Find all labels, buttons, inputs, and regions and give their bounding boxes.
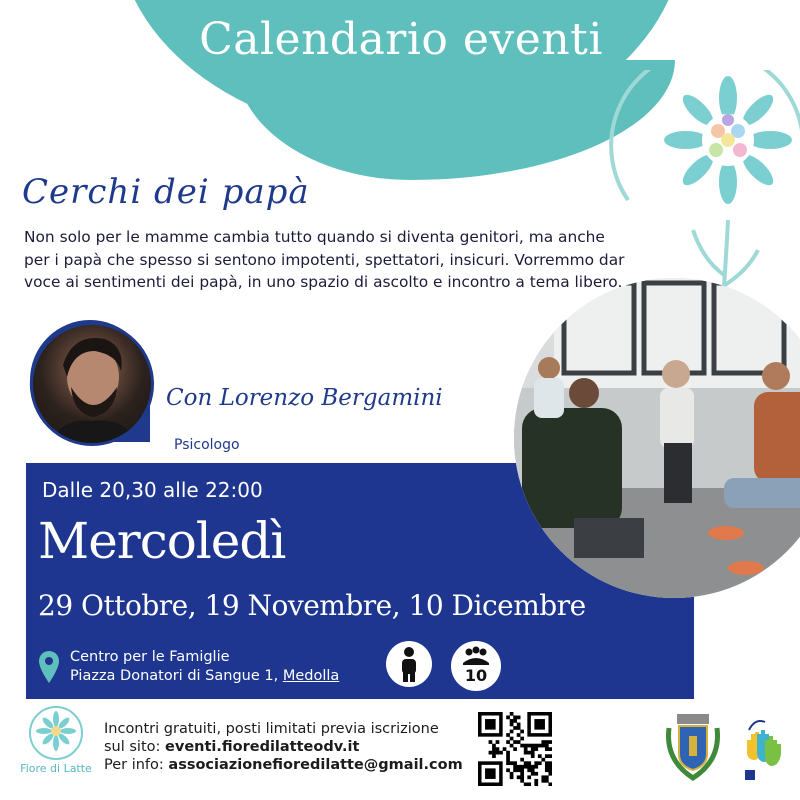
venue-city: Medolla xyxy=(282,668,340,684)
speaker-name: Con Lorenzo Bergamini xyxy=(166,385,443,411)
event-description: Non solo per le mamme cambia tutto quando si diventa genitori, ma anche per i papà che spesso si sentono impotenti, spettatori, insicuri. Vorremmo dar voce ai sentimenti dei papà, in uno spazio di ascolto e incontro a tema libero. xyxy=(24,228,625,291)
location-pin-icon xyxy=(38,650,60,684)
event-dates: 29 Ottobre, 19 Novembre, 10 Dicembre xyxy=(38,589,586,622)
municipal-crest-icon xyxy=(663,710,723,782)
event-time: Dalle 20,30 alle 22:00 xyxy=(42,478,263,502)
info-email xyxy=(104,757,463,773)
page-title: Calendario eventi xyxy=(199,14,603,65)
event-title: Cerchi dei papà xyxy=(22,172,310,212)
venue-street: Piazza Donatori di Sangue 1, xyxy=(70,668,283,684)
speaker-role: Psicologo xyxy=(174,437,240,453)
max-participants: 10 xyxy=(464,666,488,685)
venue-name: Centro per le Famiglie xyxy=(70,649,230,665)
info-registration: Incontri gratuiti, posti limitati previa iscrizione xyxy=(104,721,439,737)
qr-code[interactable] xyxy=(478,712,552,786)
email-link[interactable]: associazionefioredilatte@gmail.com xyxy=(168,757,463,773)
centro-famiglie-logo xyxy=(735,712,793,786)
website-link[interactable]: eventi.fioredilatteodv.it xyxy=(165,739,360,755)
website-prefix: sul sito: xyxy=(104,739,166,755)
email-prefix: Per info: xyxy=(104,757,169,773)
info-website xyxy=(104,739,359,755)
logo-label: Fiore di Latte xyxy=(20,762,92,775)
venue-address xyxy=(70,668,339,684)
speaker-avatar xyxy=(30,322,154,446)
event-day: Mercoledì xyxy=(38,512,286,570)
adult-person-icon xyxy=(386,641,432,687)
